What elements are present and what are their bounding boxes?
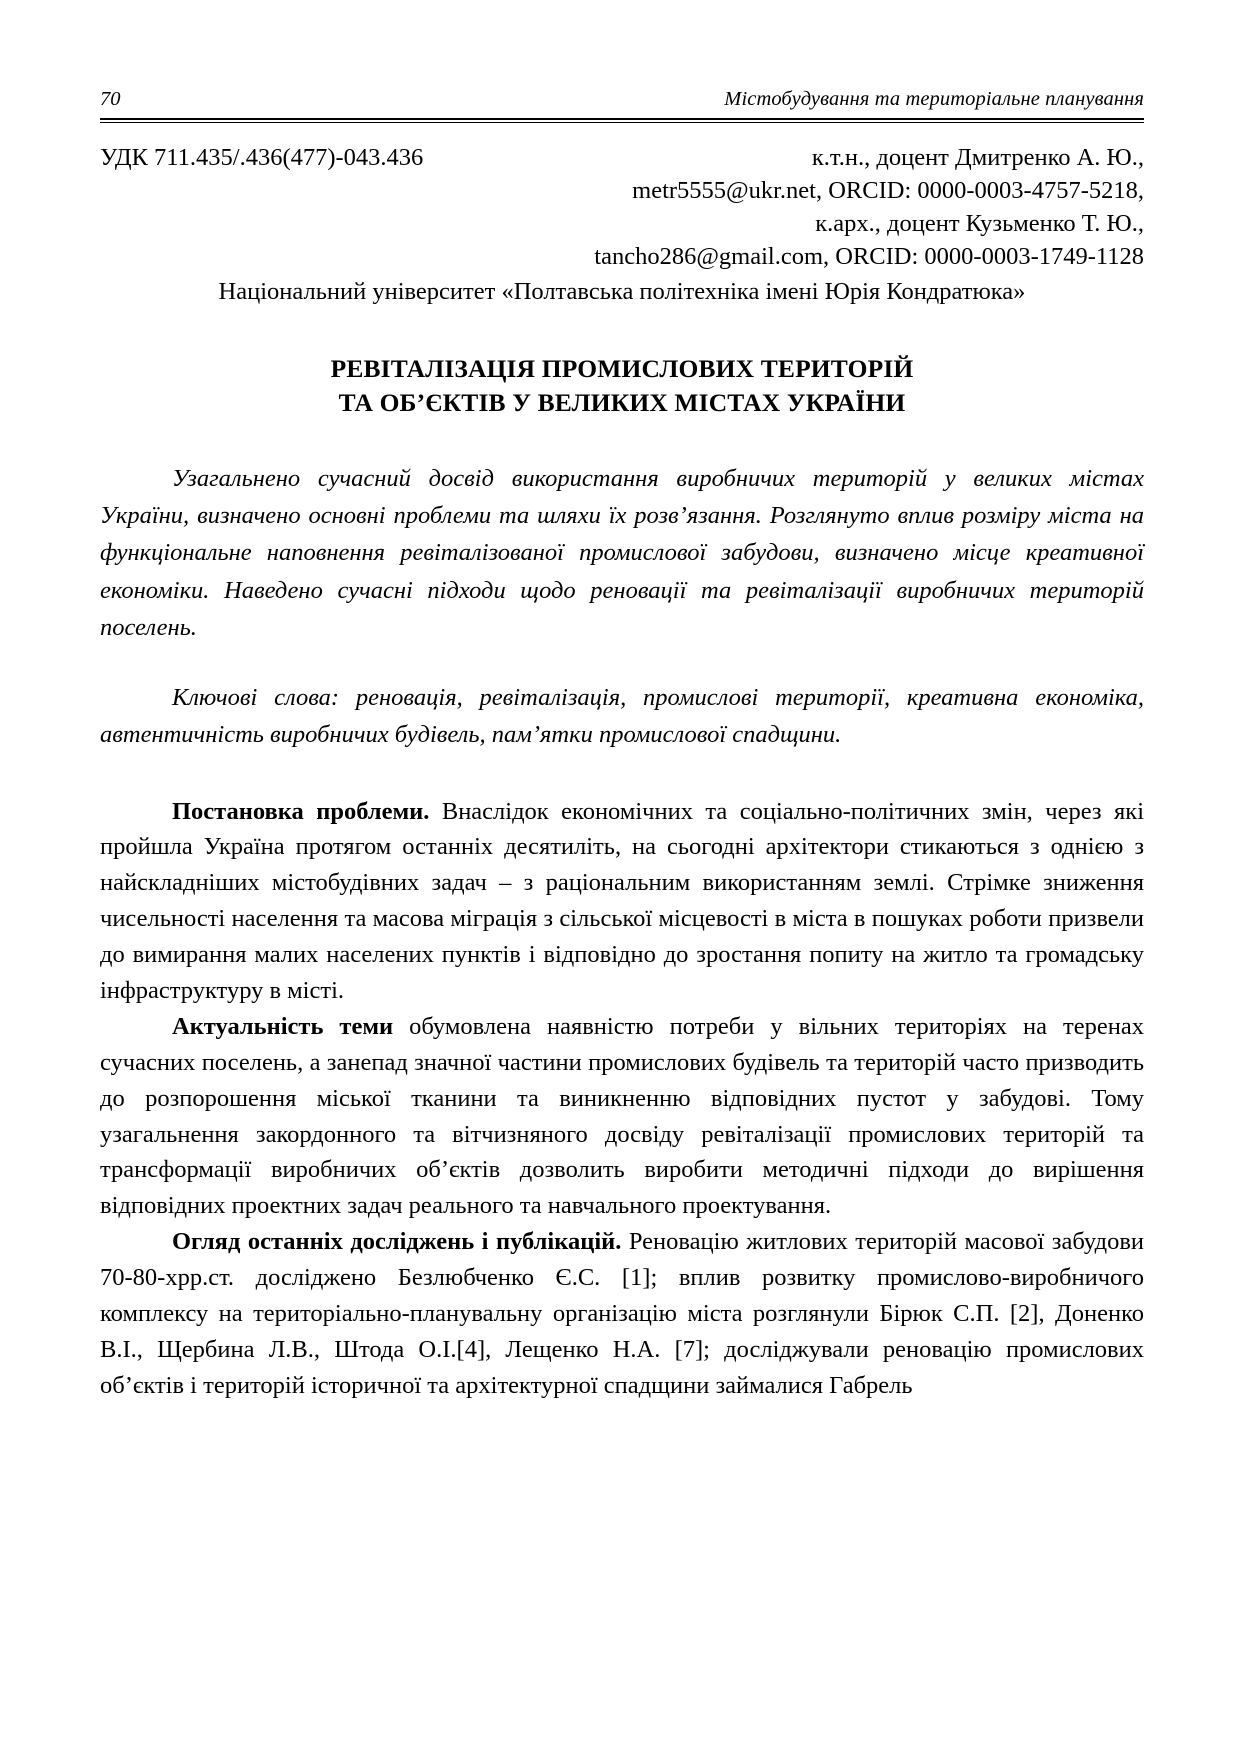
page-title <box>100 352 1144 420</box>
keywords-paragraph <box>100 679 1144 753</box>
section-heading-problem-statement: Постановка проблеми. <box>172 797 430 825</box>
header-divider <box>100 118 1144 123</box>
udc-row <box>100 141 1144 174</box>
title-line-2: ТА ОБ’ЄКТІВ У ВЕЛИКИХ МІСТАХ УКРАЇНИ <box>338 388 906 418</box>
section-heading-relevance: Актуальність теми <box>172 1012 394 1040</box>
running-head <box>100 88 1144 118</box>
author-name-1: к.т.н., доцент Дмитренко А. Ю., <box>811 143 1144 171</box>
page-number: 70 <box>100 88 121 110</box>
section-relevance <box>100 1009 1144 1224</box>
author-contact-1: metr5555@ukr.net, ORCID: 0000-0003-4757-5218, <box>632 176 1144 204</box>
abstract-paragraph: Узагальнено сучасний досвід використання виробничих територій у великих містах України, визначено основні проблеми та шляхи їх розв’язання. Розглянуто вплив розміру міста на функціональне наповнення ревіталізованої промислової забудови, визначено місце креативної економіки. Наведено сучасні підходи щодо реновації та ревіталізації виробничих територій поселень. <box>100 464 1144 641</box>
section-body-relevance: обумовлена наявністю потреби у вільних територіях на теренах сучасних поселень, а занепад значної частини промислових будівель та територій часто призводить до розпорошення міської тканини та виникненню відповідних пустот у забудові. Тому узагальнення закордонного та вітчизняного досвіду ревіталізації промислових територій та трансформації виробничих об’єктів дозволить виробити методичні підходи до вирішення відповідних проектних задач реального та навчального проектування. <box>100 1012 1144 1220</box>
title-line-1: РЕВІТАЛІЗАЦІЯ ПРОМИСЛОВИХ ТЕРИТОРІЙ <box>330 354 914 384</box>
section-heading-literature-review: Огляд останніх досліджень і публікацій. <box>172 1228 622 1256</box>
front-matter <box>100 141 1144 309</box>
journal-title: Містобудування та територіальне планування <box>724 88 1144 110</box>
section-problem-statement <box>100 794 1144 1009</box>
udc-code: УДК 711.435/.436(477)-043.436 <box>100 143 424 171</box>
keywords-label: Ключові слова: <box>172 684 340 712</box>
section-body-problem-statement: Внаслідок економічних та соціально-політичних змін, через які пройшла Україна протягом останніх десятиліть, на сьогодні архітектори стикаються з однією з найскладніших містобудівних задач – з раціональним використанням землі. Стрімке зниження чисельності населення та масова міграція з сільської місцевості в міста в пошуках роботи призвели до вимирання малих населених пунктів і відповідно до зростання попиту на житло та громадську інфраструктуру в місті. <box>100 797 1144 1005</box>
author-name-2: к.арх., доцент Кузьменко Т. Ю., <box>815 210 1144 238</box>
affiliation: Національний університет «Полтавська політехніка імені Юрія Кондратюка» <box>218 277 1026 305</box>
section-body-literature-review: Реновацію житлових територій масової забудови 70-80-хрр.ст. досліджено Безлюбченко Є.С. [1]; вплив розвитку промислово-виробничого комплексу на територіально-планувальну організацію міста розглянули Бірюк С.П. [2], Доненко В.І., Щербина Л.В., Штода О.І.[4], Лещенко Н.А. [7]; досліджували реновацію промислових об’єктів і територій історичної та архітектурної спадщини займалися Габрель <box>100 1228 1144 1399</box>
section-literature-review <box>100 1224 1144 1403</box>
keywords-list: реновація, ревіталізація, промислові території, креативна економіка, автентичність виробничих будівель, пам’ятки промислової спадщини. <box>100 684 1144 749</box>
author-contact-2: tancho286@gmail.com, ORCID: 0000-0003-1749-1128 <box>594 243 1144 271</box>
